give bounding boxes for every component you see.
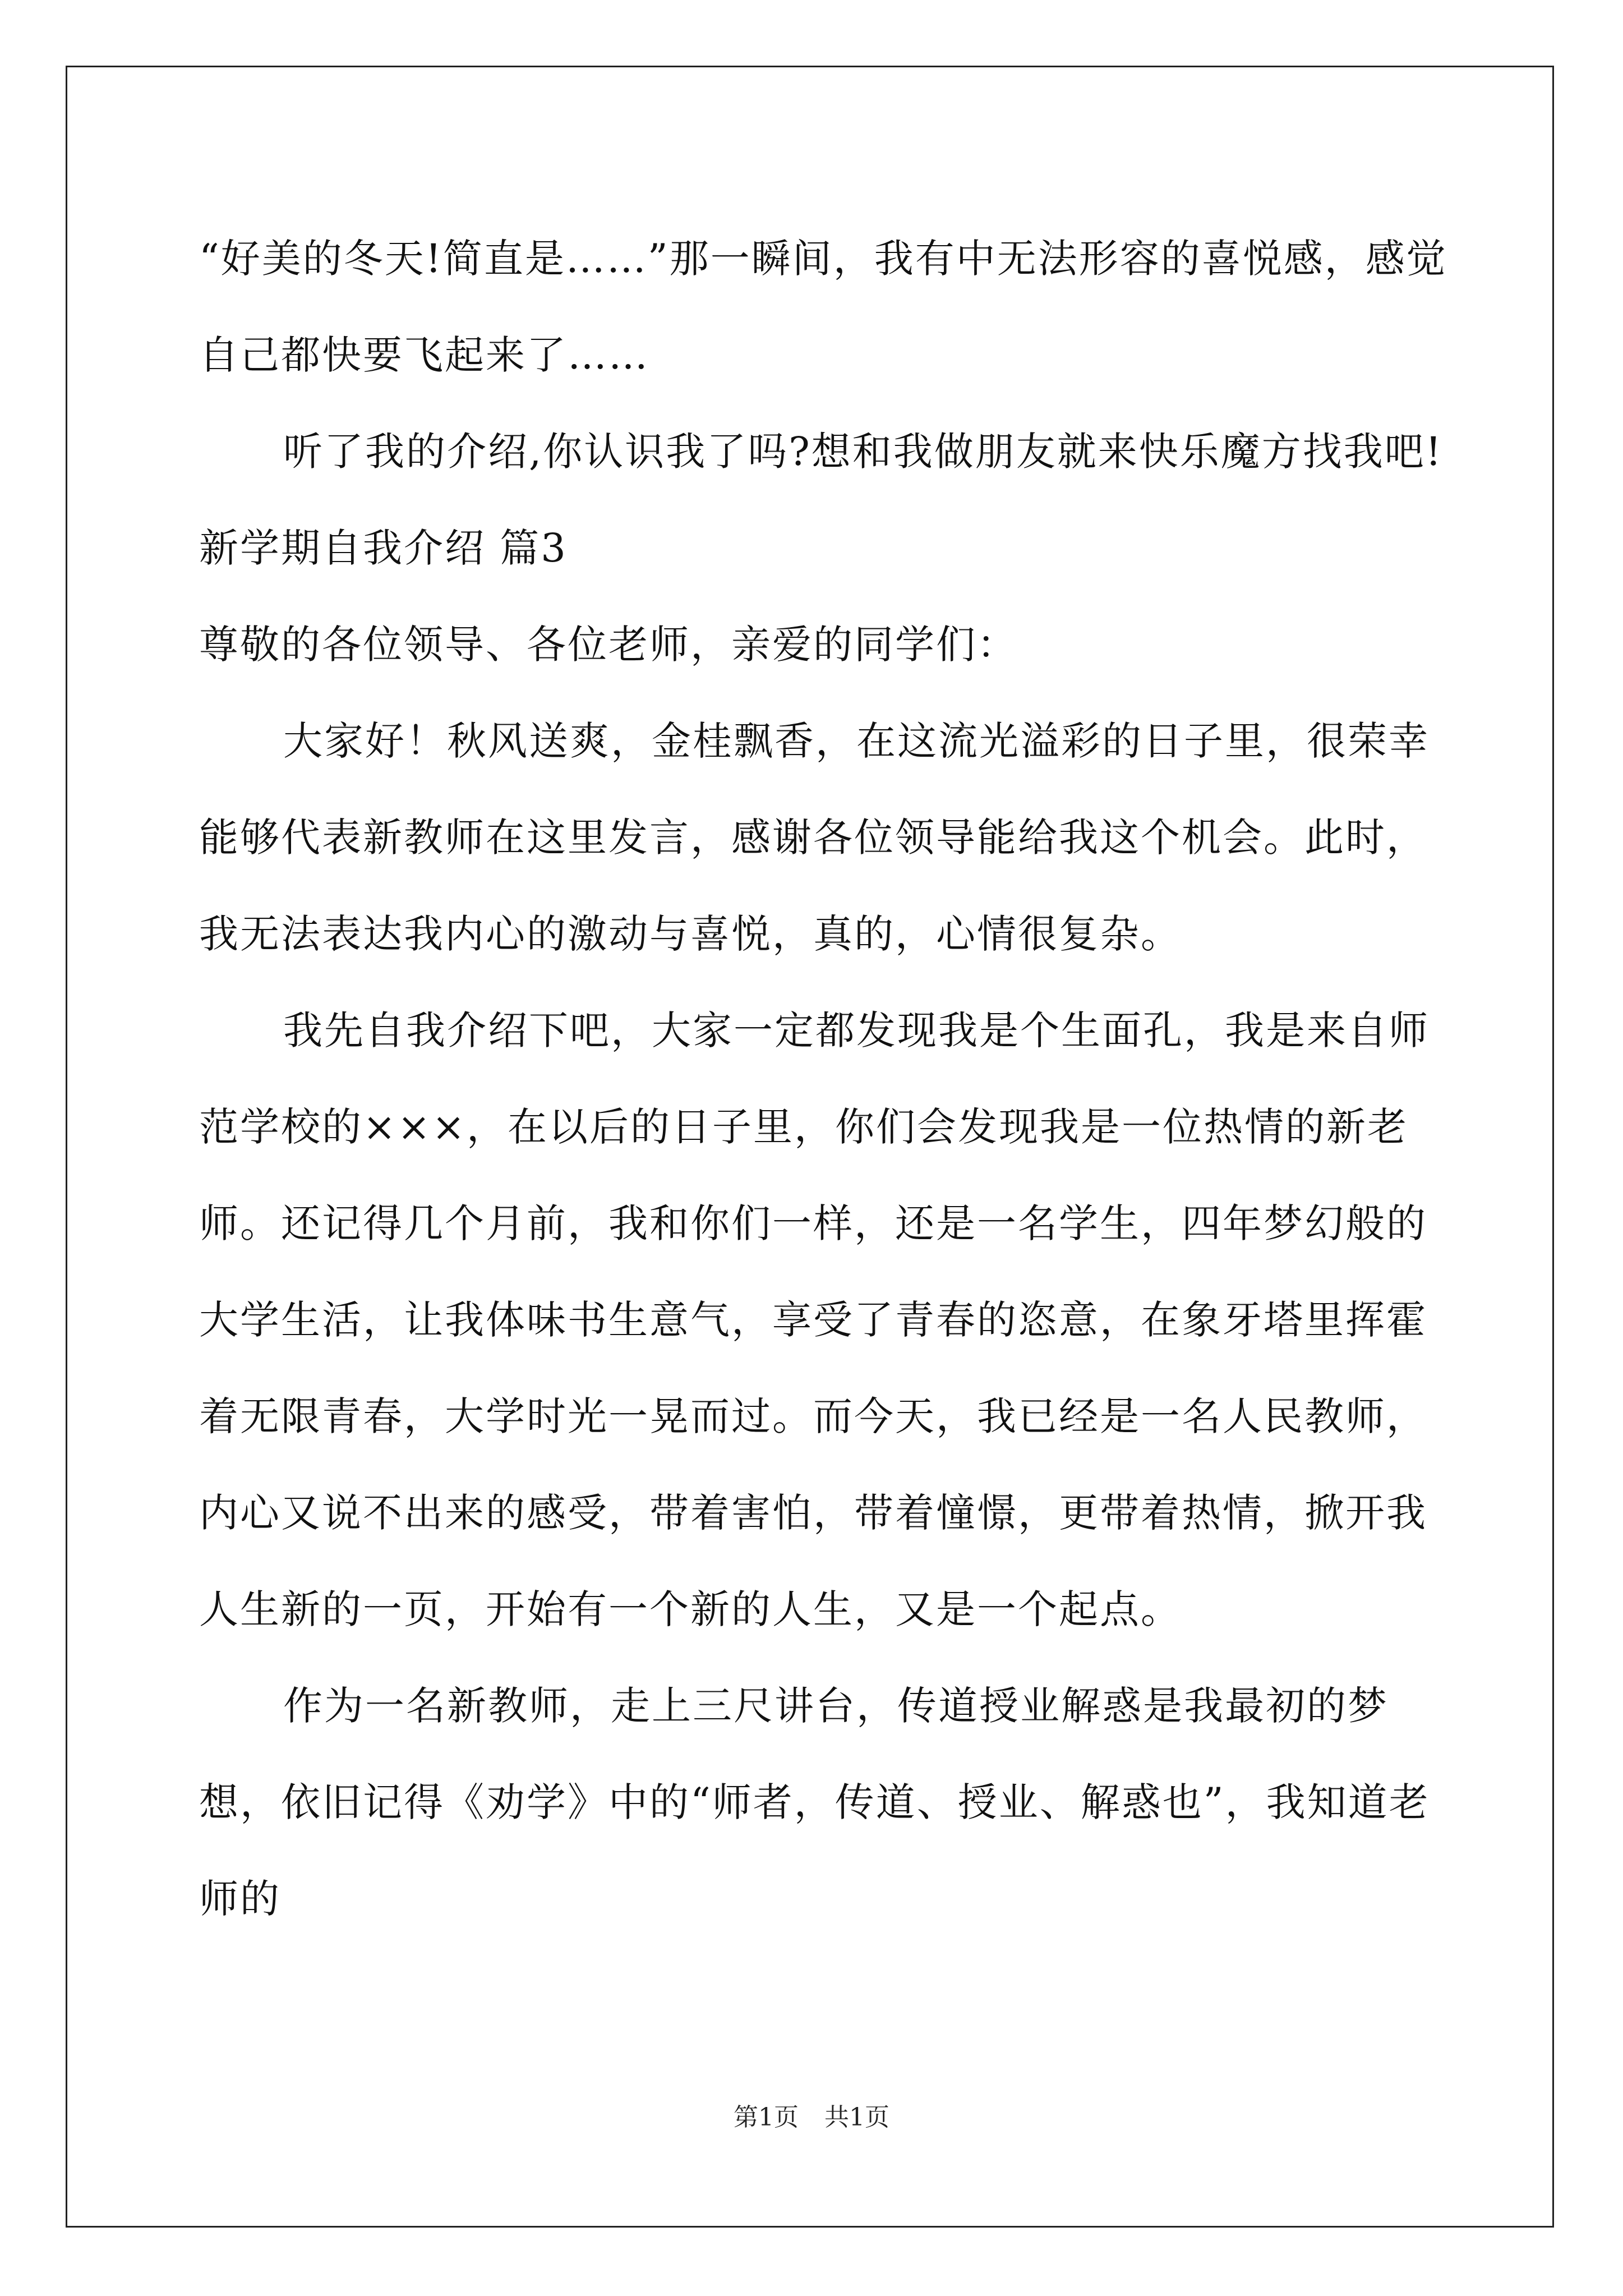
page-footer (0, 2101, 1623, 2134)
salutation: 尊敬的各位领导、各位老师，亲爱的同学们： (199, 622, 1018, 668)
paragraph-5: 作为一名新教师，走上三尺讲台，传道授业解惑是我最初的梦想，依旧记得《劝学》中的“师者，传道、授业、解惑也”，我知道老师的 (199, 1683, 1430, 1922)
section-heading: 新学期自我介绍 篇3 (199, 525, 568, 571)
paragraph-1: “好美的冬天!简直是……”那一瞬间，我有中无法形容的喜悦感，感觉自己都快要飞起来了…… (199, 236, 1447, 378)
paragraph-3: 大家好！秋风送爽，金桂飘香，在这流光溢彩的日子里，很荣幸能够代表新教师在这里发言，感谢各位领导能给我这个机会。此时，我无法表达我内心的激动与喜悦，真的，心情很复杂。 (199, 718, 1430, 957)
page-total: 共1页 (824, 2103, 889, 2132)
document-body (199, 210, 1450, 1947)
paragraph-4: 我先自我介绍下吧，大家一定都发现我是个生面孔，我是来自师范学校的×××，在以后的日子里，你们会发现我是一位热情的新老师。还记得几个月前，我和你们一样，还是一名学生，四年梦幻般的大学生活，让我体味书生意气，享受了青春的恣意，在象牙塔里挥霍着无限青春，大学时光一晃而过。而今天，我已经是一名人民教师，内心又说不出来的感受，带着害怕，带着憧憬，更带着热情，掀开我人生新的一页，开始有一个新的人生，又是一个起点。 (199, 1007, 1430, 1632)
page-number: 第1页 (734, 2103, 799, 2132)
paragraph-2: 听了我的介绍,你认识我了吗?想和我做朋友就来快乐魔方找我吧! (283, 429, 1443, 475)
